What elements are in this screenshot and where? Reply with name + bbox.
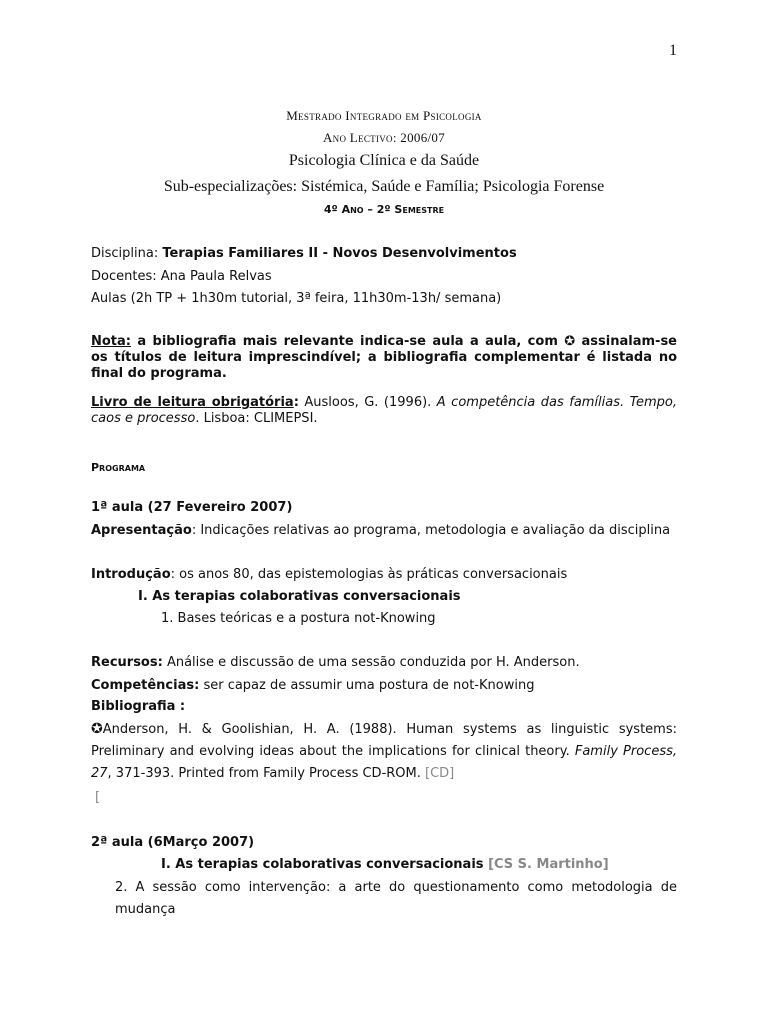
introducao-label: Introdução [91,567,171,582]
programa-heading-text: Programa [91,461,146,474]
nota-label: Nota: [91,334,131,349]
aula1-bracket: [ [95,790,101,805]
academic-year [0,130,768,146]
year-semester [0,203,768,216]
star-icon: ✪ [564,334,576,349]
aula1-bibliografia-label: Bibliografia : [91,699,186,714]
aula1-competencias [91,678,534,693]
programa-heading [91,461,145,474]
nota-text-2: assinalam-se os títulos de leitura imprescindível; a bibliografia complementar é listada no final do programa. [91,334,677,381]
program-name [0,108,768,124]
academic-year-text: Ano Lectivo: 2006/07 [322,130,446,145]
recursos-text: Análise e discussão de uma sessão conduzida por H. Anderson. [162,655,580,670]
aula2-heading: 2ª aula (6Março 2007) [91,835,255,850]
aula1-reference [91,718,677,785]
star-icon: ✪ [91,721,103,737]
livro-label: Livro de leitura obrigatória [91,395,294,410]
aula1-heading: 1ª aula (27 Fevereiro 2007) [91,500,293,515]
aula1-section: I. As terapias colaborativas conversacionais [138,589,461,604]
competencias-label: Competências: [91,678,200,693]
livro-rest: . Lisboa: CLIMEPSI. [195,411,318,426]
livro-author: Ausloos, G. (1996). [298,395,437,410]
course-title: Psicologia Clínica e da Saúde [288,152,480,169]
docentes-line: Docentes: Ana Paula Relvas [91,269,272,284]
aula2-item: 2. A sessão como intervenção: a arte do questionamento como metodologia de mudança [115,880,677,917]
competencias-text: ser capaz de assumir uma postura de not-Knowing [199,678,535,693]
aula2-section-text: I. As terapias colaborativas conversacionais [161,857,489,872]
recursos-label: Recursos: [91,655,163,670]
aulas-line: Aulas (2h TP + 1h30m tutorial, 3ª feira, 11h30m-13h/ semana) [91,291,502,306]
livro-paragraph [91,395,677,427]
disciplina-value: Terapias Familiares II - Novos Desenvolvimentos [162,246,517,261]
reference-text-1: Anderson, H. & Goolishian, H. A. (1988). Human systems as linguistic systems: Preliminary and evolving ideas about the implications for clinical theory. [91,722,677,759]
nota-text-1: a bibliografia mais relevante indica-se aula a aula, com [131,334,565,349]
introducao-text: : os anos 80, das epistemologias às práticas conversacionais [170,567,568,582]
apresentacao-text: : Indicações relativas ao programa, metodologia e avaliação da disciplina [191,523,671,538]
apresentacao-label: Apresentação [91,523,192,538]
reference-text-2: , 371-393. Printed from Family Process CD-ROM. [107,766,425,781]
course-subtitle: Sub-especializações: Sistémica, Saúde e Família; Psicologia Forense [163,178,605,195]
disciplina-line [91,246,517,261]
aula2-section [161,857,609,872]
aula1-item: 1. Bases teóricas e a postura not-Knowing [161,611,436,626]
nota-paragraph [91,334,677,382]
reference-tag: [CD] [425,766,455,781]
livro-title: A competência das famílias. Tempo, caos e processo [91,395,677,426]
page-number: 1 [669,42,677,59]
disciplina-label: Disciplina: [91,246,163,261]
aula1-introducao [91,567,567,582]
aula1-apresentacao [91,523,670,538]
reference-journal: Family Process, 27 [91,744,677,781]
aula2-section-tag: [CS S. Martinho] [488,857,609,872]
program-name-text: Mestrado Integrado em Psicologia [286,108,482,123]
year-semester-text: 4º Ano – 2º Semestre [323,203,445,216]
livro-colon: : [293,395,299,410]
aula1-recursos [91,655,580,670]
